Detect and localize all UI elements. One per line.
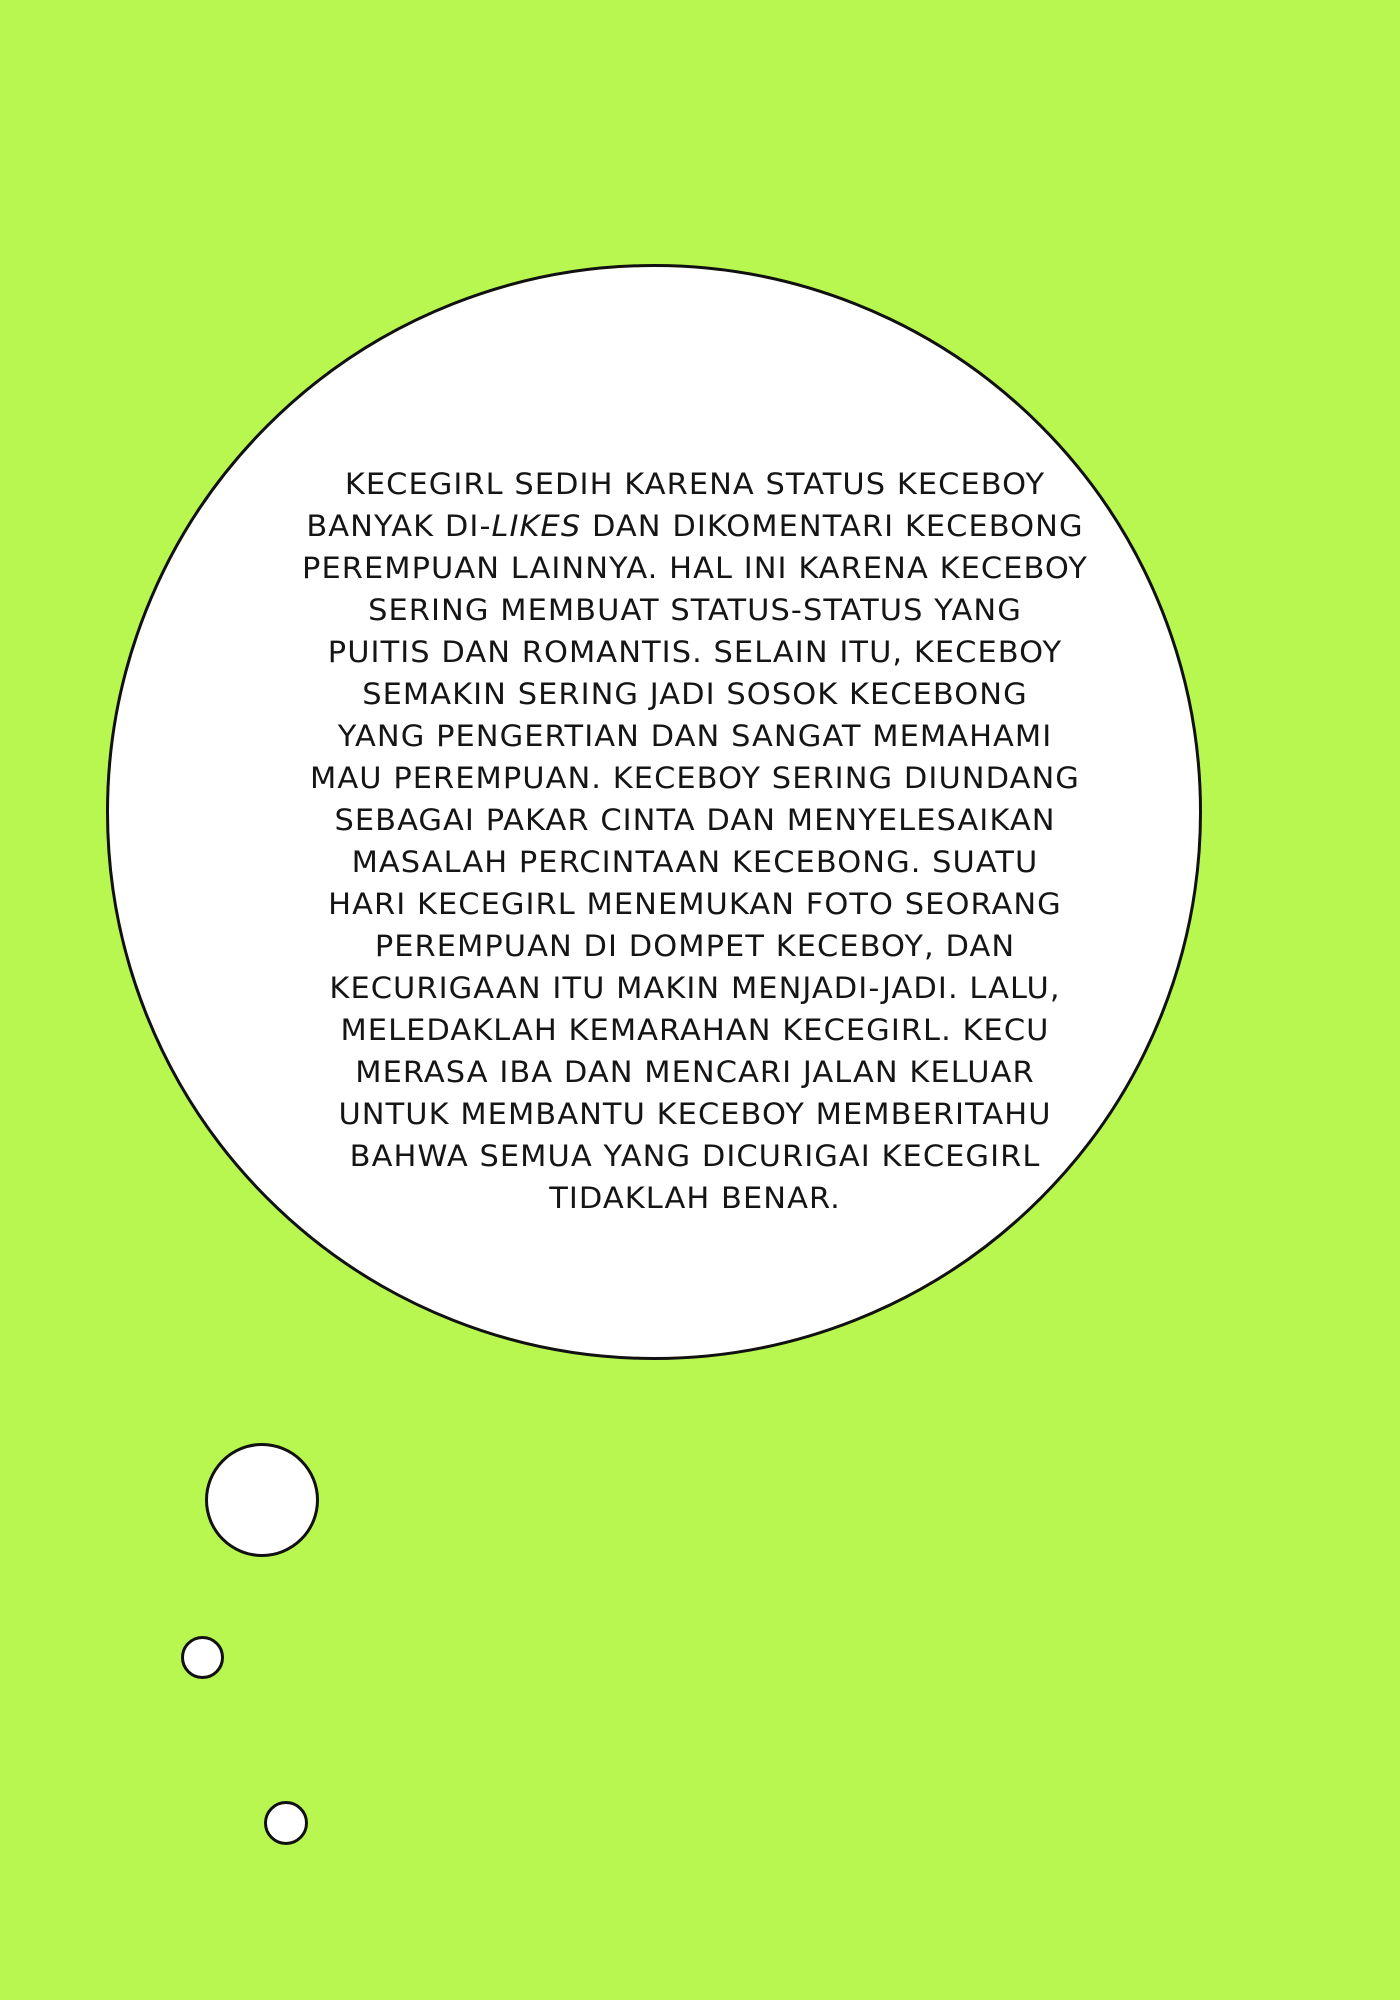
italic-word: LIKES [491, 509, 582, 543]
text-line: MELEDAKLAH KEMARAHAN KECEGIRL. KECU [340, 1013, 1050, 1047]
thought-bubble-text [249, 463, 1142, 1219]
text-line: MERASA IBA DAN MENCARI JALAN KELUAR [355, 1055, 1035, 1089]
text-line: BAHWA SEMUA YANG DICURIGAI KECEGIRL [349, 1139, 1041, 1173]
thought-trail-small-dot [264, 1801, 308, 1845]
text-line: HARI KECEGIRL MENEMUKAN FOTO SEORANG [328, 887, 1062, 921]
thought-trail-small-dot [181, 1636, 224, 1679]
text-line: YANG PENGERTIAN DAN SANGAT MEMAHAMI [337, 719, 1053, 753]
text-line: MASALAH PERCINTAAN KECEBONG. SUATU [351, 845, 1039, 879]
text-line-prefix: BANYAK DI- [306, 509, 492, 543]
text-line: MAU PEREMPUAN. KECEBOY SERING DIUNDANG [310, 761, 1080, 795]
text-line: KECURIGAAN ITU MAKIN MENJADI-JADI. LALU, [329, 971, 1061, 1005]
text-line-suffix: DAN DIKOMENTARI KECEBONG [591, 509, 1084, 543]
text-line: PEREMPUAN LAINNYA. HAL INI KARENA KECEBOY [302, 551, 1088, 585]
thought-trail-large-dot [205, 1443, 319, 1557]
text-line: SEMAKIN SERING JADI SOSOK KECEBONG [362, 677, 1028, 711]
text-line: PUITIS DAN ROMANTIS. SELAIN ITU, KECEBOY [327, 635, 1063, 669]
text-line: KECEGIRL SEDIH KARENA STATUS KECEBOY [344, 467, 1046, 501]
text-line: SEBAGAI PAKAR CINTA DAN MENYELESAIKAN [334, 803, 1056, 837]
text-line: SERING MEMBUAT STATUS-STATUS YANG [368, 593, 1022, 627]
text-line: TIDAKLAH BENAR. [549, 1181, 841, 1215]
text-line: UNTUK MEMBANTU KECEBOY MEMBERITAHU [338, 1097, 1052, 1131]
text-line [249, 505, 1142, 547]
text-line: PEREMPUAN DI DOMPET KECEBOY, DAN [374, 929, 1016, 963]
